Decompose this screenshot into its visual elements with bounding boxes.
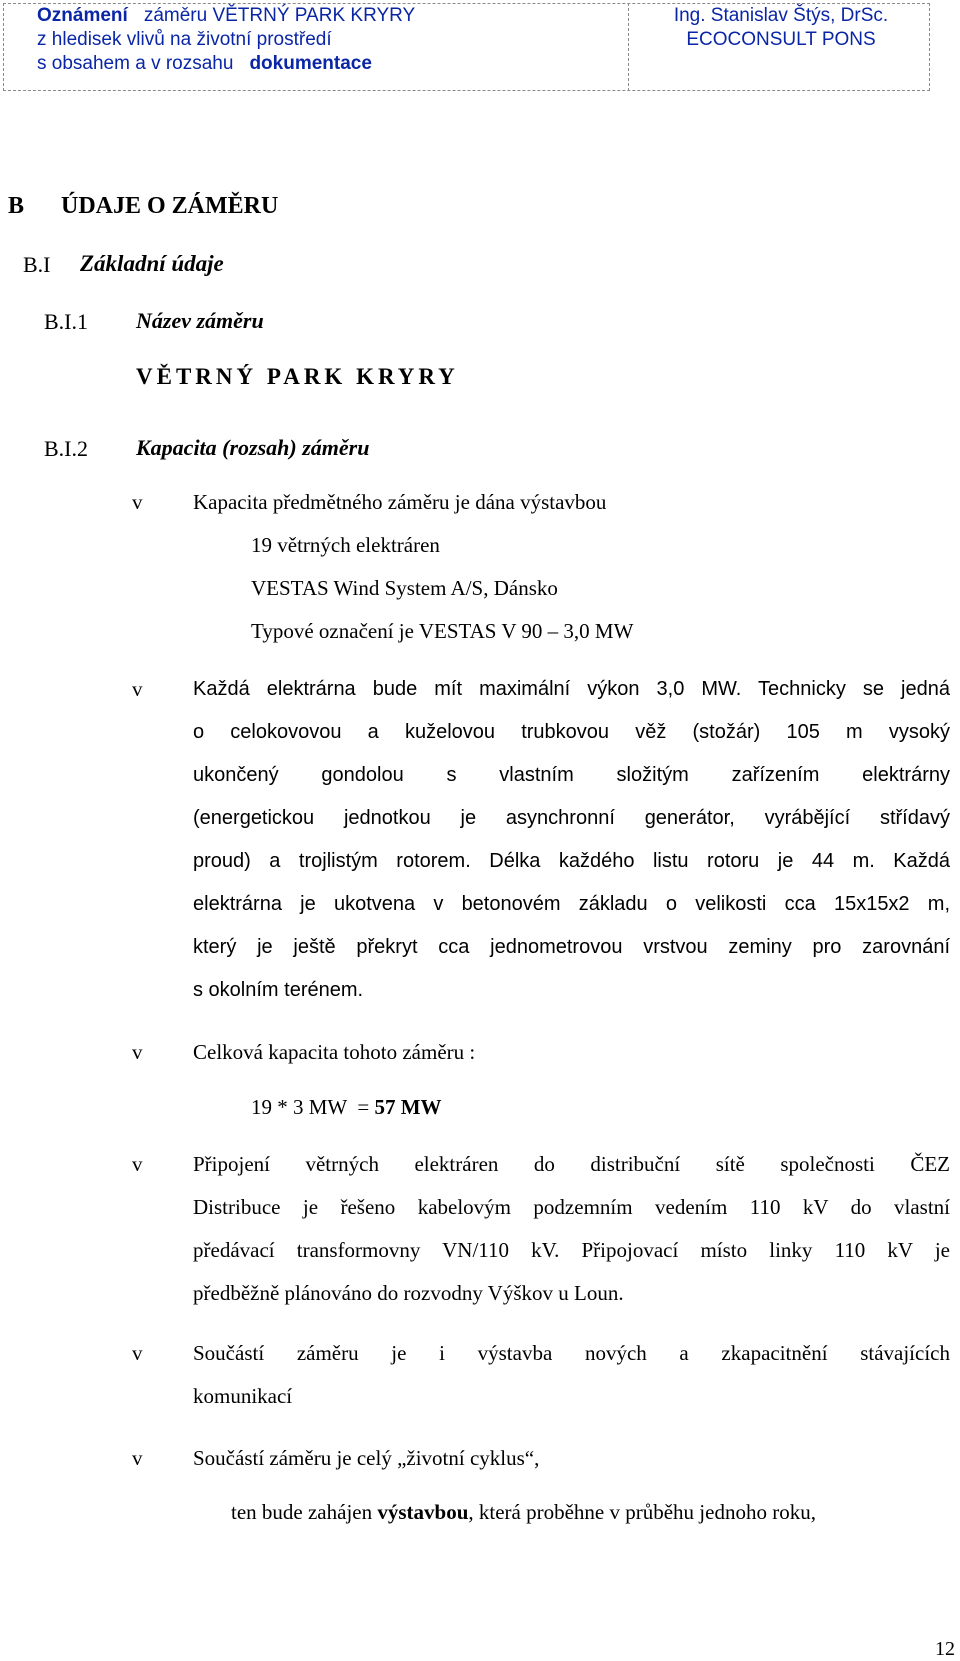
bullet-marker: v [132,1152,143,1176]
project-name: VĚTRNÝ PARK KRYRY [136,364,459,389]
lifecycle-intro: Součástí záměru je celý „životní cyklus“, [193,1446,540,1470]
capacity-manufacturer: VESTAS Wind System A/S, Dánsko [251,576,558,600]
item-1-number: B.I.1 [44,309,88,334]
capacity-count: 19 větrných elektráren [251,533,440,557]
grid-connection: Připojení větrných elektráren do distribuční sítě společnosti ČEZ Distribuce je řešeno kabelovým podzemním vedením 110 kV do vlastní předávací transformovny VN/110 kV. Připojovací místo linky 110 kV je předběžně plánováno do rozvodny Výškov u Loun. [193,1152,950,1305]
lifecycle-detail: ten bude zahájen výstavbou, která proběhne v průběhu jednoho roku, [231,1500,816,1524]
section-title: ÚDAJE O ZÁMĚRU [61,193,279,219]
bullet-marker: v [132,677,143,701]
section-letter: B [8,193,25,219]
bullet-marker: v [132,1341,143,1365]
header-divider [628,3,629,91]
subsection-number: B.I [23,252,51,277]
subsection-title: Základní údaje [80,251,224,276]
header-left [37,4,617,76]
total-capacity-calc: 19 * 3 MW = 57 MW [251,1095,442,1119]
item-2-number: B.I.2 [44,436,88,461]
item-2-title: Kapacita (rozsah) záměru [136,435,370,460]
header-left-line-3: s obsahem a v rozsahu dokumentace [37,53,372,74]
header-right [640,4,922,52]
roads-paragraph: Součástí záměru je i výstavba nových a zkapacitnění stávajících komunikací [193,1341,950,1408]
page-number: 12 [935,1638,955,1660]
bullet-marker: v [132,1446,143,1470]
header-company: ECOCONSULT PONS [686,29,876,50]
capacity-intro: Kapacita předmětného záměru je dána výstavbou [193,490,607,514]
turbine-description: Každá elektrárna bude mít maximální výkon 3,0 MW. Technicky se jedná o celokovovou a kuželovou trubkovou věž (stožár) 105 m vysoký ukončený gondolou s vlastním složitým zařízením elektrárny (energetickou jednotkou je asynchronní generátor, vyrábějící střídavý proud) a trojlistým rotorem. Délka každého listu rotoru je 44 m. Každá elektrárna je ukotvena v betonovém základu o velikosti cca 15x15x2 m, který je ještě překryt cca jednometrovou vrstvou zeminy pro zarovnání s okolním terénem. [193,678,950,1001]
bullet-marker: v [132,1040,143,1064]
header-left-line-2: z hledisek vlivů na životní prostředí [37,29,332,50]
item-1-title: Název záměru [136,308,264,333]
capacity-type: Typové označení je VESTAS V 90 – 3,0 MW [251,619,634,643]
header-left-line-1: Oznámení záměru VĚTRNÝ PARK KRYRY [37,5,416,26]
total-capacity-label: Celková kapacita tohoto záměru : [193,1040,476,1064]
header-author: Ing. Stanislav Štýs, DrSc. [673,5,889,26]
bullet-marker: v [132,490,143,514]
